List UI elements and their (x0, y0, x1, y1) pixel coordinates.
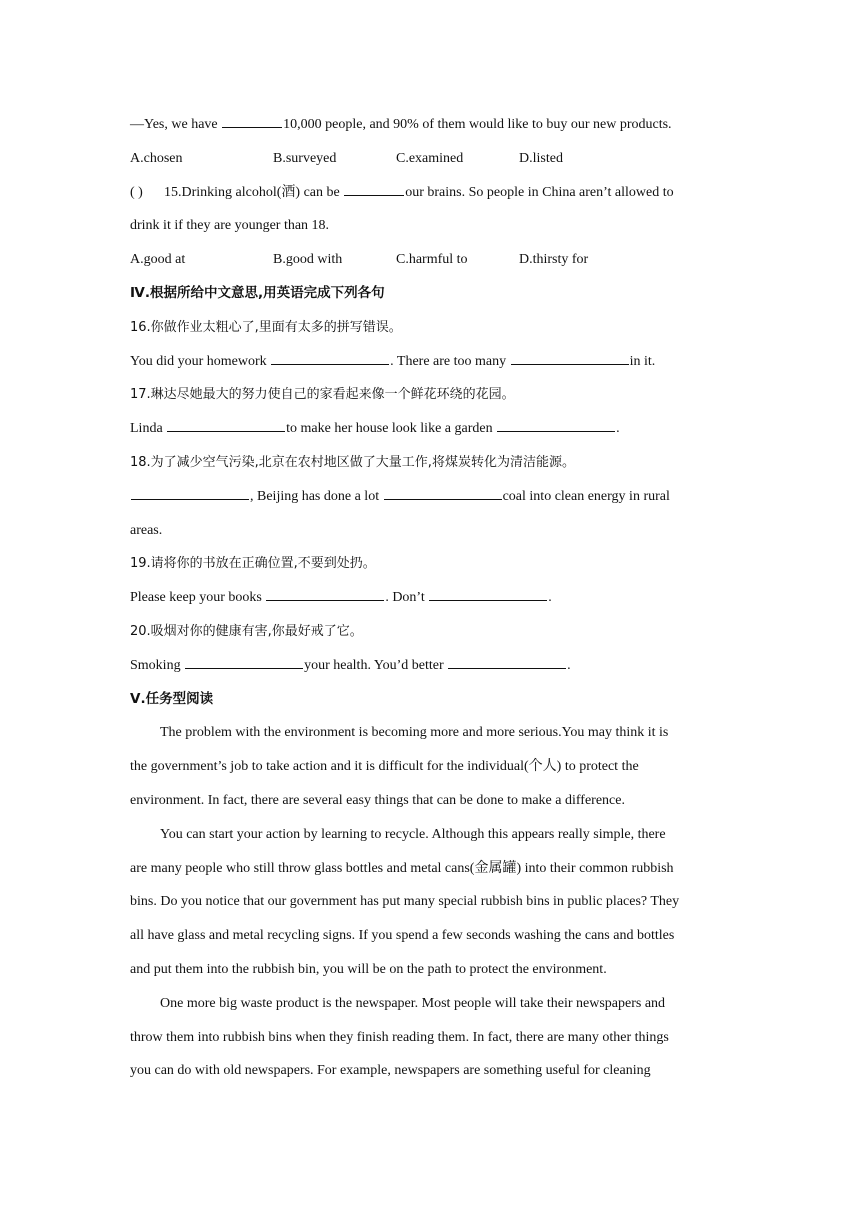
q17-text-c: . (616, 421, 620, 437)
passage-line-3: environment. In fact, there are several easy things that can be done to make a difference. (130, 792, 625, 808)
q18-blank-1[interactable] (131, 487, 249, 500)
passage-line-9: One more big waste product is the newspaper. Most people will take their newspapers and (160, 995, 666, 1011)
q15-text-c: drink it if they are younger than 18. (130, 218, 330, 234)
q20-text-b: your health. You’d better (304, 657, 448, 673)
q15-option-a[interactable]: A.good at (130, 252, 186, 268)
q16-chinese: 16.你做作业太粗心了,里面有太多的拼写错误。 (130, 319, 402, 335)
q15-options (130, 243, 730, 277)
q15-text-a: 15.Drinking alcohol(酒) can be (164, 184, 344, 200)
q14-options (130, 142, 730, 176)
q15-question-line-2 (130, 209, 730, 243)
q15-text-b: our brains. So people in China aren’t allowed to (405, 184, 674, 200)
q19-blank-1[interactable] (266, 588, 384, 601)
q18-chinese: 18.为了减少空气污染,北京在农村地区做了大量工作,将煤炭转化为清洁能源。 (130, 454, 575, 470)
q17-text-a: Linda (130, 421, 167, 437)
q18-text-b: coal into clean energy in rural (502, 488, 670, 504)
q20-blank-1[interactable] (185, 656, 303, 669)
q20-blank-2[interactable] (448, 656, 566, 669)
q14-answer-line (130, 108, 730, 142)
q20-text-c: . (567, 657, 571, 673)
q18-blank-2[interactable] (384, 487, 502, 500)
q20-chinese: 20.吸烟对你的健康有害,你最好戒了它。 (130, 623, 363, 639)
q18-text-c: areas. (130, 522, 163, 538)
q16-blank-2[interactable] (511, 352, 629, 365)
q19-text-c: . (548, 590, 552, 606)
q15-blank[interactable] (344, 183, 404, 196)
q14-answer-suffix: 10,000 people, and 90% of them would like to buy our new products. (283, 117, 672, 132)
worksheet-page (130, 108, 730, 1088)
q18-english (130, 480, 730, 514)
passage-line-10: throw them into rubbish bins when they finish reading them. In fact, there are many other things (130, 1029, 669, 1045)
q16-text-c: in it. (629, 353, 656, 369)
q15-option-c[interactable]: C.harmful to (396, 252, 468, 268)
q15-answer-paren[interactable]: ( ) (130, 184, 143, 200)
q17-blank-2[interactable] (497, 419, 615, 432)
passage-line-4: You can start your action by learning to recycle. Although this appears really simple, there (160, 826, 666, 842)
q17-chinese: 17.琳达尽她最大的努力使自己的家看起来像一个鲜花环绕的花园。 (130, 387, 515, 403)
q16-text-b: . There are too many (390, 353, 510, 369)
passage-line-2: the government’s job to take action and it is difficult for the individual(个人) to protect the (130, 759, 639, 775)
q15-option-b[interactable]: B.good with (273, 252, 343, 268)
q14-option-b[interactable]: B.surveyed (273, 150, 337, 166)
q16-english (130, 345, 730, 379)
passage-line-11: you can do with old newspapers. For example, newspapers are something useful for cleaning (130, 1063, 651, 1079)
section-5-title: Ⅴ.任务型阅读 (130, 690, 214, 707)
q17-english (130, 412, 730, 446)
q20-text-a: Smoking (130, 657, 185, 673)
passage-line-5: are many people who still throw glass bottles and metal cans(金属罐) into their common rubbish (130, 860, 674, 876)
q14-option-a[interactable]: A.chosen (130, 150, 183, 166)
q19-text-b: . Don’t (385, 590, 429, 606)
q19-english (130, 581, 730, 615)
passage-line-1: The problem with the environment is becoming more and more serious.You may think it is (160, 725, 669, 741)
q14-answer-prefix: —Yes, we have (130, 117, 222, 132)
q17-text-b: to make her house look like a garden (286, 421, 497, 437)
q14-blank[interactable] (222, 115, 282, 128)
q18-text-a: , Beijing has done a lot (250, 488, 383, 504)
q15-option-d[interactable]: D.thirsty for (519, 252, 589, 268)
q15-question-line (130, 176, 730, 210)
q16-blank-1[interactable] (271, 352, 389, 365)
q16-text-a: You did your homework (130, 353, 271, 369)
passage-line-7: all have glass and metal recycling signs. If you spend a few seconds washing the cans and bottles (130, 928, 675, 944)
q17-blank-1[interactable] (167, 419, 285, 432)
passage-line-8: and put them into the rubbish bin, you will be on the path to protect the environment. (130, 961, 607, 977)
q14-option-c[interactable]: C.examined (396, 150, 464, 166)
q19-blank-2[interactable] (429, 588, 547, 601)
section-4-title: Ⅳ.根据所给中文意思,用英语完成下列各句 (130, 284, 385, 301)
q20-english (130, 649, 730, 683)
q14-option-d[interactable]: D.listed (519, 150, 563, 166)
q19-chinese: 19.请将你的书放在正确位置,不要到处扔。 (130, 556, 376, 572)
q18-english-2 (130, 514, 730, 548)
q19-text-a: Please keep your books (130, 590, 266, 606)
passage-line-6: bins. Do you notice that our government has put many special rubbish bins in public places? They (130, 894, 680, 910)
